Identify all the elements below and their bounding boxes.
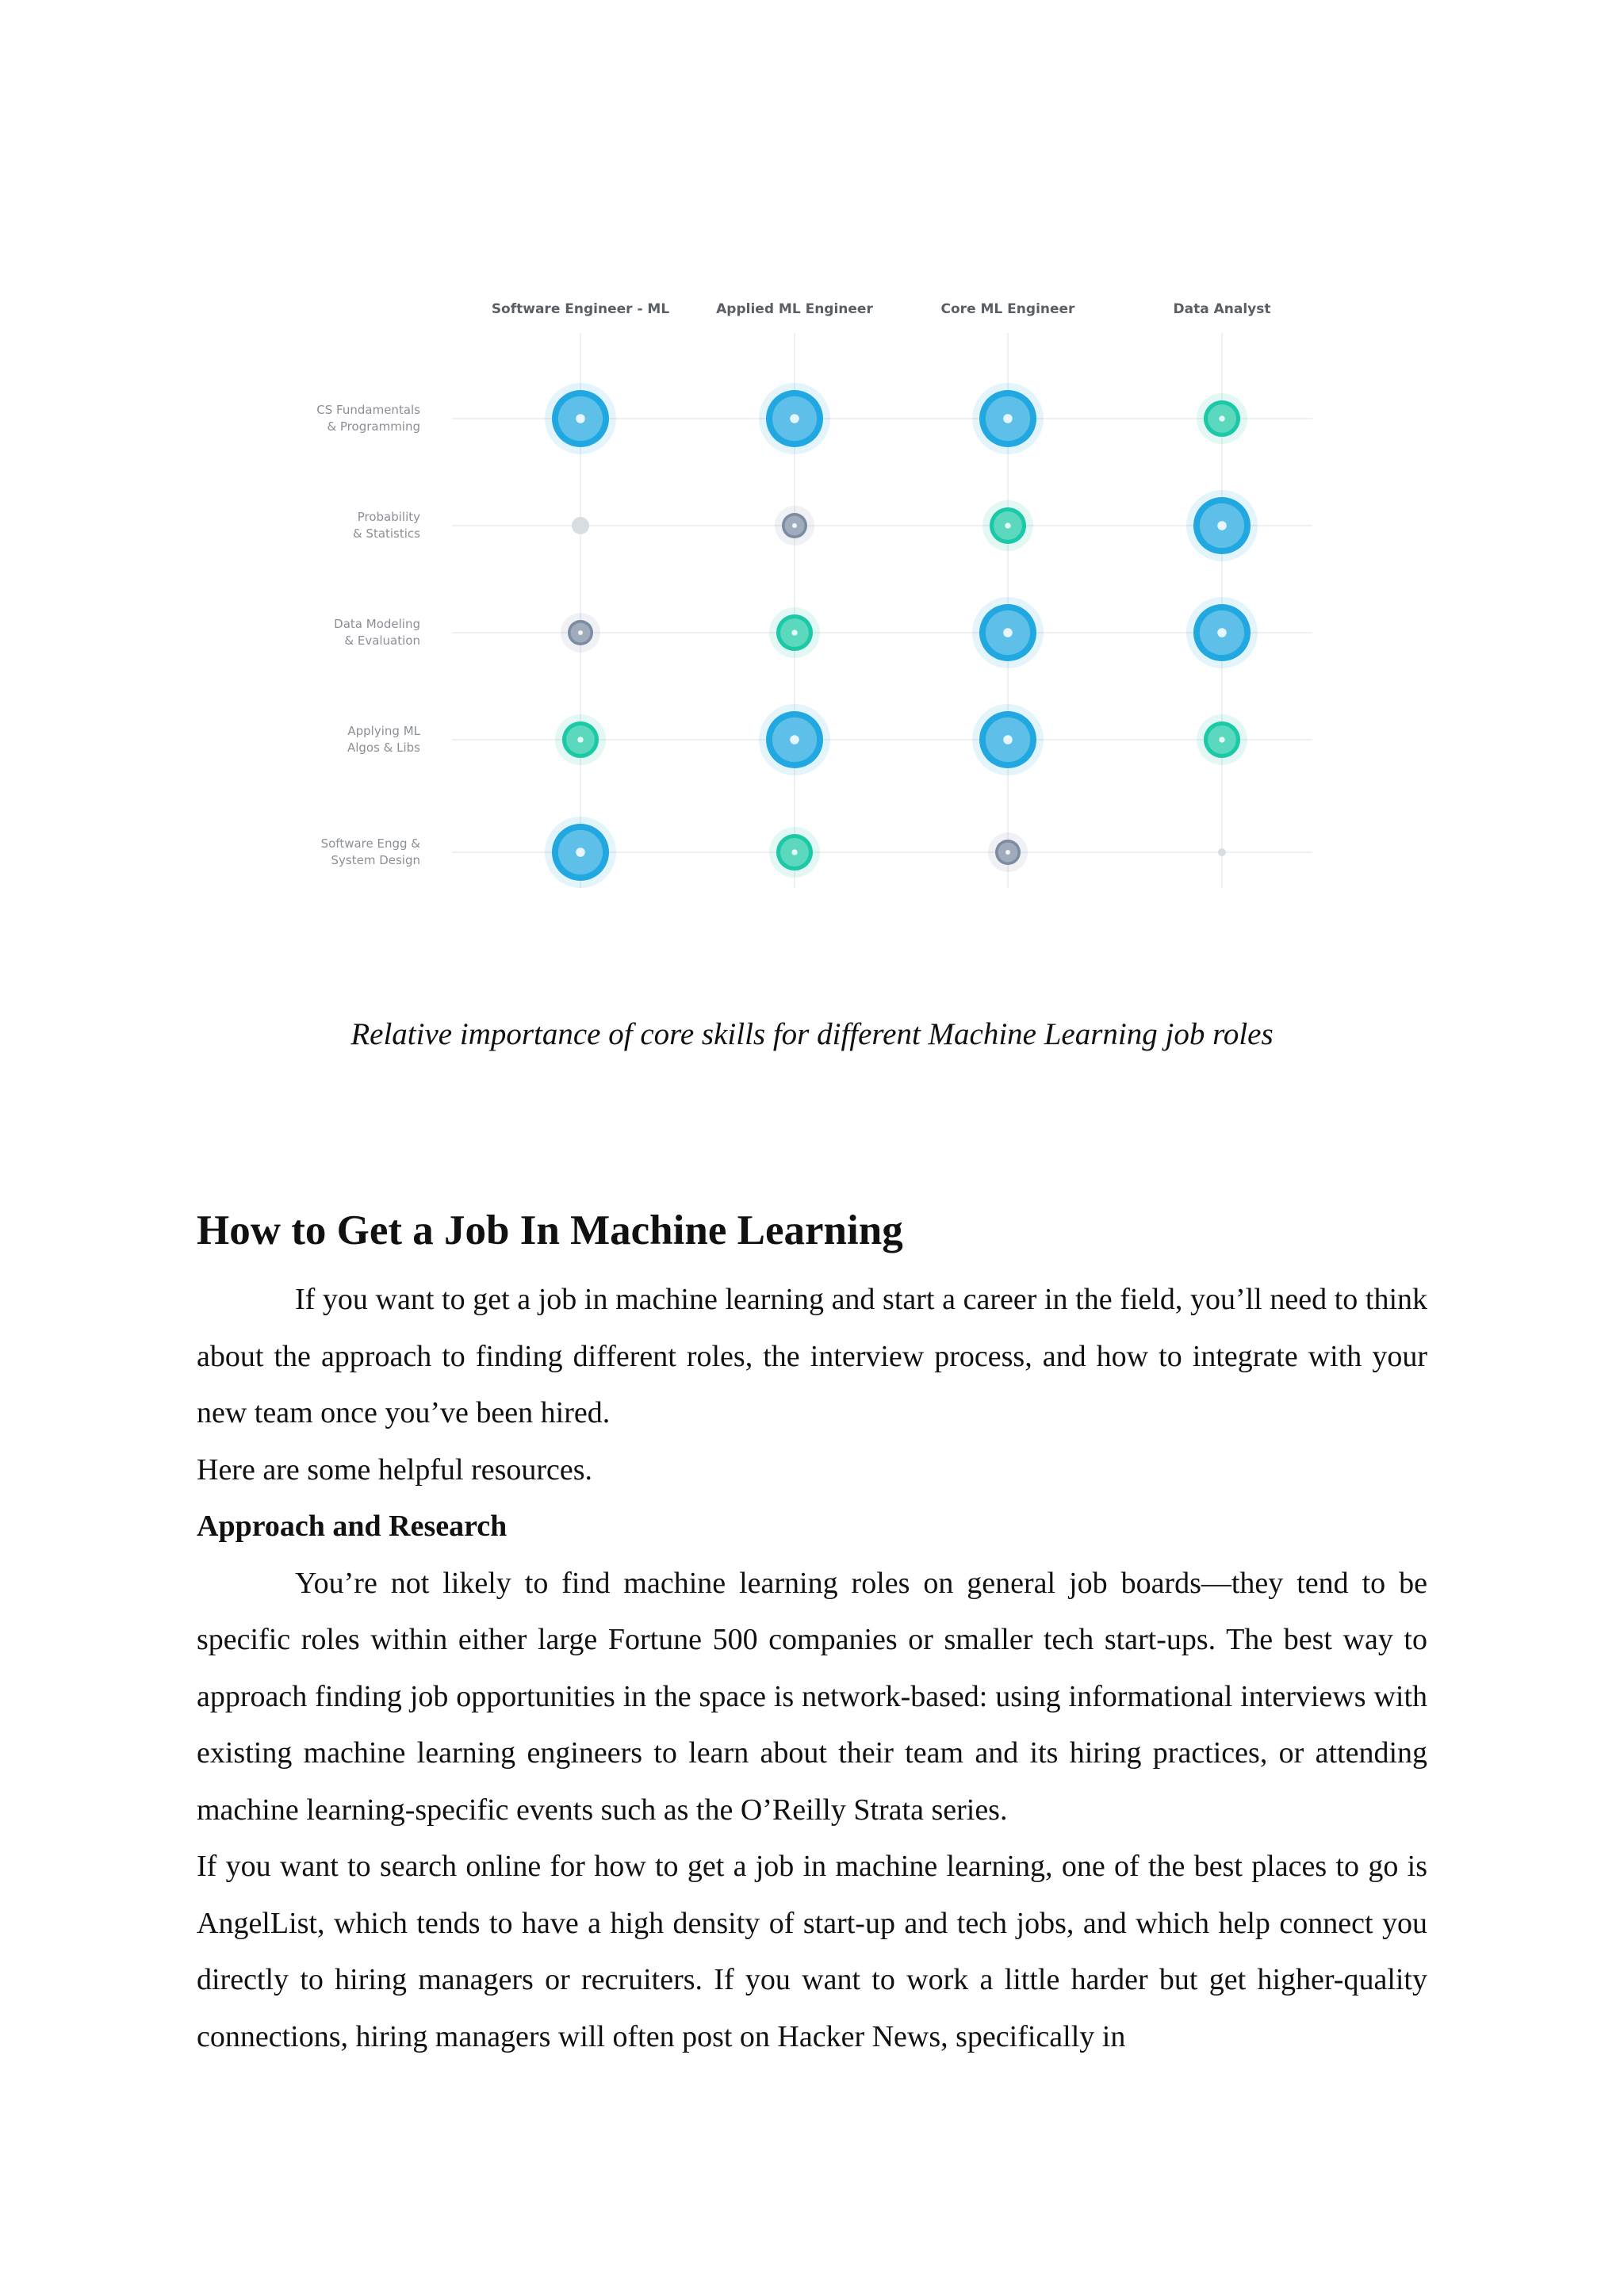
importance-dot	[555, 714, 606, 765]
column-label: Data Analyst	[1173, 301, 1271, 317]
row-label: System Design	[331, 853, 420, 867]
importance-dot	[572, 517, 589, 534]
dot-ring	[1218, 848, 1226, 856]
row-label: Algos & Libs	[347, 740, 420, 755]
dot-core	[576, 414, 585, 423]
importance-dot	[1218, 848, 1226, 856]
row-label: Data Modeling	[334, 617, 420, 631]
importance-dot	[1186, 597, 1258, 668]
column-label: Applied ML Engineer	[716, 301, 873, 317]
paragraph-approach: You’re not likely to find machine learning roles on general job boards—they tend to be specific roles within either large Fortune 500 companies or smaller tech start-ups. The best way to approach finding job opportunities in the space is network-based: using informational interviews with existing machine learning engineers to learn about their team and its hiring practices, or attending machine learning-specific events such as the O’Reilly Strata series.	[197, 1566, 1427, 1827]
importance-dot	[759, 704, 830, 775]
dot-core	[576, 848, 585, 857]
body-text	[197, 1272, 1427, 2065]
importance-dot	[769, 827, 820, 878]
dot-ring	[572, 517, 589, 534]
dot-core	[1217, 521, 1227, 530]
column-label: Core ML Engineer	[940, 301, 1075, 317]
importance-dot	[561, 613, 600, 652]
importance-dot	[982, 500, 1033, 551]
row-label: & Evaluation	[344, 633, 420, 648]
importance-dot	[759, 383, 830, 454]
dot-core	[1005, 850, 1010, 855]
dot-core	[1005, 522, 1010, 528]
importance-dot	[1197, 393, 1247, 444]
row-label: CS Fundamentals	[316, 403, 420, 417]
paragraph-intro: If you want to get a job in machine learning and start a career in the field, you’ll need to think about the approach to finding different roles, the interview process, and how to integrate with your new team once you’ve been hired.	[197, 1283, 1427, 1429]
row-label: Applying ML	[347, 724, 420, 738]
dot-core	[1003, 414, 1013, 423]
dot-core	[1219, 415, 1224, 421]
dot-core	[1219, 737, 1224, 742]
dot-core	[790, 414, 799, 423]
chart-svg	[293, 285, 1324, 904]
row-label: Probability	[357, 510, 420, 524]
importance-dot	[972, 597, 1044, 668]
importance-dot	[972, 704, 1044, 775]
importance-dot	[1197, 714, 1247, 765]
importance-dot	[545, 817, 616, 888]
importance-dot	[545, 383, 616, 454]
row-label: Software Engg &	[320, 836, 420, 851]
column-label: Software Engineer - ML	[491, 301, 670, 317]
dot-core	[1217, 628, 1227, 637]
dot-core	[1003, 735, 1013, 744]
importance-dot	[775, 506, 814, 545]
row-label: & Programming	[327, 419, 420, 434]
dot-core	[791, 629, 797, 635]
importance-dot	[988, 832, 1028, 872]
row-label: & Statistics	[352, 526, 420, 541]
subheading-approach: Approach and Research	[197, 1510, 508, 1543]
skills-importance-chart	[293, 285, 1324, 904]
paragraph-resources: Here are some helpful resources.	[197, 1452, 593, 1487]
dot-core	[790, 735, 799, 744]
dot-core	[577, 737, 583, 742]
importance-dot	[972, 383, 1044, 454]
dot-core	[1003, 628, 1013, 637]
importance-dot	[769, 607, 820, 658]
figure-caption: Relative importance of core skills for different Machine Learning job roles	[350, 1017, 1274, 1051]
importance-dot	[1186, 490, 1258, 561]
section-heading: How to Get a Job In Machine Learning	[197, 1207, 903, 1253]
dot-core	[792, 523, 797, 528]
dot-core	[791, 849, 797, 855]
paragraph-search-online: If you want to search online for how to get a job in machine learning, one of the best places to go is AngelList, which tends to have a high density of start-up and tech jobs, and which help connect you directly to hiring managers or recruiters. If you want to work a little harder but get higher-quality connections, hiring managers will often post on Hacker News, specifically in	[197, 1850, 1427, 2053]
dot-core	[578, 630, 583, 635]
